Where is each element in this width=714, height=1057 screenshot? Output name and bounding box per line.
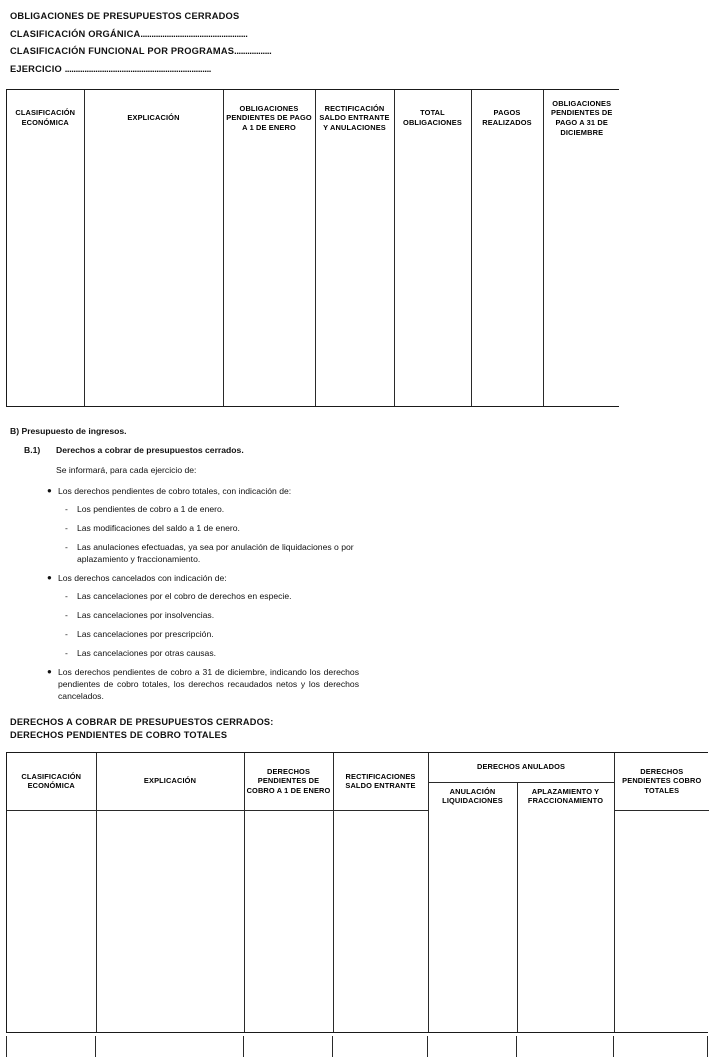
table-row[interactable] <box>7 146 620 406</box>
bullet-text: Los derechos pendientes de cobro totales, con indicación de: <box>58 486 292 496</box>
table-derechos-pendientes-cobro-totales <box>6 752 708 1033</box>
list-item <box>58 609 714 621</box>
sub-item-text: Las cancelaciones por otras causas. <box>77 648 217 658</box>
sub-item-text: Las modificaciones del saldo a 1 de enero. <box>77 523 240 533</box>
cell-explicacion[interactable] <box>84 146 223 406</box>
header-title-text: OBLIGACIONES DE PRESUPUESTOS CERRADOS <box>10 11 240 21</box>
document-header-block <box>10 8 610 78</box>
cell-rectificaciones-saldo-entrante[interactable] <box>333 810 428 1032</box>
intro-text: Se informará, para cada ejercicio de: <box>56 465 197 475</box>
column-header-total-obligaciones: TOTAL OBLIGACIONES <box>394 90 471 146</box>
column-header-clasificacion-economica: CLASIFICACIÓN ECONÓMICA <box>7 90 84 146</box>
list-item <box>58 647 714 659</box>
column-header-explicacion: EXPLICACIÓN <box>84 90 223 146</box>
column-rule-stub <box>516 1036 517 1057</box>
cell-clasificacion-economica[interactable] <box>7 146 84 406</box>
column-header-obligaciones-pendientes-31-diciembre: OBLIGACIONES PENDIENTES DE PAGO A 31 DE DICIEMBRE <box>543 90 620 146</box>
cell-clasificacion-economica[interactable] <box>7 810 96 1032</box>
column-header-pagos-realizados: PAGOS REALIZADOS <box>471 90 543 146</box>
list-item <box>0 572 714 659</box>
prose-section <box>0 425 714 709</box>
column-rule-stub <box>707 1036 708 1057</box>
list-item <box>0 485 714 565</box>
header-line-title <box>10 8 610 26</box>
sub-item-text: Las anulaciones efectuadas, ya sea por anulación de liquidaciones o por aplazamiento y fraccionamiento. <box>77 542 354 564</box>
table-derechos-title <box>10 716 274 741</box>
column-rule-stub <box>332 1036 333 1057</box>
column-header-explicacion: EXPLICACIÓN <box>96 753 244 810</box>
column-rule-stub <box>95 1036 96 1057</box>
dash-icon: - <box>65 523 68 533</box>
cell-pagos-realizados[interactable] <box>471 146 543 406</box>
column-header-aplazamiento-fraccionamiento: APLAZAMIENTO Y FRACCIONAMIENTO <box>517 782 614 810</box>
header-line-2-dots: ................. <box>234 46 272 56</box>
column-header-rectificaciones-saldo-entrante: RECTIFICACIONES SALDO ENTRANTE <box>333 753 428 810</box>
subsection-number: B.1) <box>24 445 41 455</box>
column-rule-stub <box>6 1036 7 1057</box>
header-line-1-text: CLASIFICACIÓN ORGÁNICA <box>10 28 141 39</box>
list-item <box>58 628 714 640</box>
sub-item-text: Los pendientes de cobro a 1 de enero. <box>77 504 225 514</box>
header-line-3-dots: ................................................................... <box>64 63 211 74</box>
cell-anulacion-liquidaciones[interactable] <box>428 810 517 1032</box>
dash-icon: - <box>65 629 68 639</box>
bullet-text: Los derechos pendientes de cobro a 31 de diciembre, indicando los derechos pendientes de cobro totales, los derechos recaudados netos y los derechos cancelados. <box>58 667 359 701</box>
header-line-clasificacion-funcional <box>10 43 610 61</box>
dash-icon: - <box>65 648 68 658</box>
column-header-anulacion-liquidaciones: ANULACIÓN LIQUIDACIONES <box>428 782 517 810</box>
column-rule-stub <box>427 1036 428 1057</box>
table-derechos-title-line-2: DERECHOS PENDIENTES DE COBRO TOTALES <box>10 729 228 740</box>
table-row[interactable] <box>7 810 709 1032</box>
sub-item-text: Las cancelaciones por insolvencias. <box>77 610 215 620</box>
header-line-clasificacion-organica <box>10 26 610 44</box>
cell-derechos-pendientes-cobro-totales[interactable] <box>614 810 709 1032</box>
section-heading-b: B) Presupuesto de ingresos. <box>10 426 127 436</box>
cell-rectificacion-saldo-entrante[interactable] <box>315 146 394 406</box>
cell-obligaciones-pendientes-1-enero[interactable] <box>223 146 315 406</box>
list-item <box>58 541 714 565</box>
cell-derechos-pendientes-cobro-1-enero[interactable] <box>244 810 333 1032</box>
cell-total-obligaciones[interactable] <box>394 146 471 406</box>
list-item <box>58 503 714 515</box>
list-item <box>58 590 714 602</box>
bullet-dot-icon: ● <box>47 485 52 495</box>
table-header-row-top <box>7 753 709 782</box>
column-header-derechos-pendientes-cobro-1-enero: DERECHOS PENDIENTES DE COBRO A 1 DE ENERO <box>244 753 333 810</box>
sub-list <box>58 503 714 565</box>
dash-icon: - <box>65 504 68 514</box>
list-item <box>58 522 714 534</box>
dash-icon: - <box>65 610 68 620</box>
dash-icon: - <box>65 591 68 601</box>
column-header-obligaciones-pendientes-1-enero: OBLIGACIONES PENDIENTES DE PAGO A 1 DE ENERO <box>223 90 315 146</box>
header-line-3-text: EJERCICIO <box>10 63 65 74</box>
table-header-row <box>7 90 620 146</box>
table-obligaciones-presupuestos-cerrados <box>6 89 619 407</box>
cell-explicacion[interactable] <box>96 810 244 1032</box>
header-line-2-text: CLASIFICACIÓN FUNCIONAL POR PROGRAMAS <box>10 46 235 56</box>
sub-item-text: Las cancelaciones por prescripción. <box>77 629 214 639</box>
column-header-rectificacion-saldo-entrante: RECTIFICACIÓN SALDO ENTRANTE Y ANULACIONES <box>315 90 394 146</box>
bullet-text: Los derechos cancelados con indicación de: <box>58 573 227 583</box>
header-line-ejercicio <box>10 61 610 79</box>
bullet-dot-icon: ● <box>47 572 52 582</box>
cell-obligaciones-pendientes-31-diciembre[interactable] <box>543 146 620 406</box>
table-derechos-continuation-stubs <box>6 1036 708 1057</box>
table-derechos-title-line-1: DERECHOS A COBRAR DE PRESUPUESTOS CERRADOS: <box>10 717 274 727</box>
dash-icon: - <box>65 542 68 552</box>
header-line-1-dots: ................................................. <box>140 28 248 39</box>
subsection-title: Derechos a cobrar de presupuestos cerrados. <box>56 445 244 455</box>
column-rule-stub <box>613 1036 614 1057</box>
sub-item-text: Las cancelaciones por el cobro de derechos en especie. <box>77 591 292 601</box>
list-item <box>0 666 714 702</box>
bullet-dot-icon: ● <box>47 666 52 676</box>
column-header-derechos-pendientes-cobro-totales: DERECHOS PENDIENTES COBRO TOTALES <box>614 753 709 810</box>
column-group-header-derechos-anulados: DERECHOS ANULADOS <box>428 753 614 782</box>
column-rule-stub <box>243 1036 244 1057</box>
bullet-list <box>0 485 714 702</box>
subsection-heading-b1 <box>0 444 714 456</box>
sub-list <box>58 590 714 659</box>
cell-aplazamiento-fraccionamiento[interactable] <box>517 810 614 1032</box>
column-header-clasificacion-economica: CLASIFICACIÓN ECONÓMICA <box>7 753 96 810</box>
